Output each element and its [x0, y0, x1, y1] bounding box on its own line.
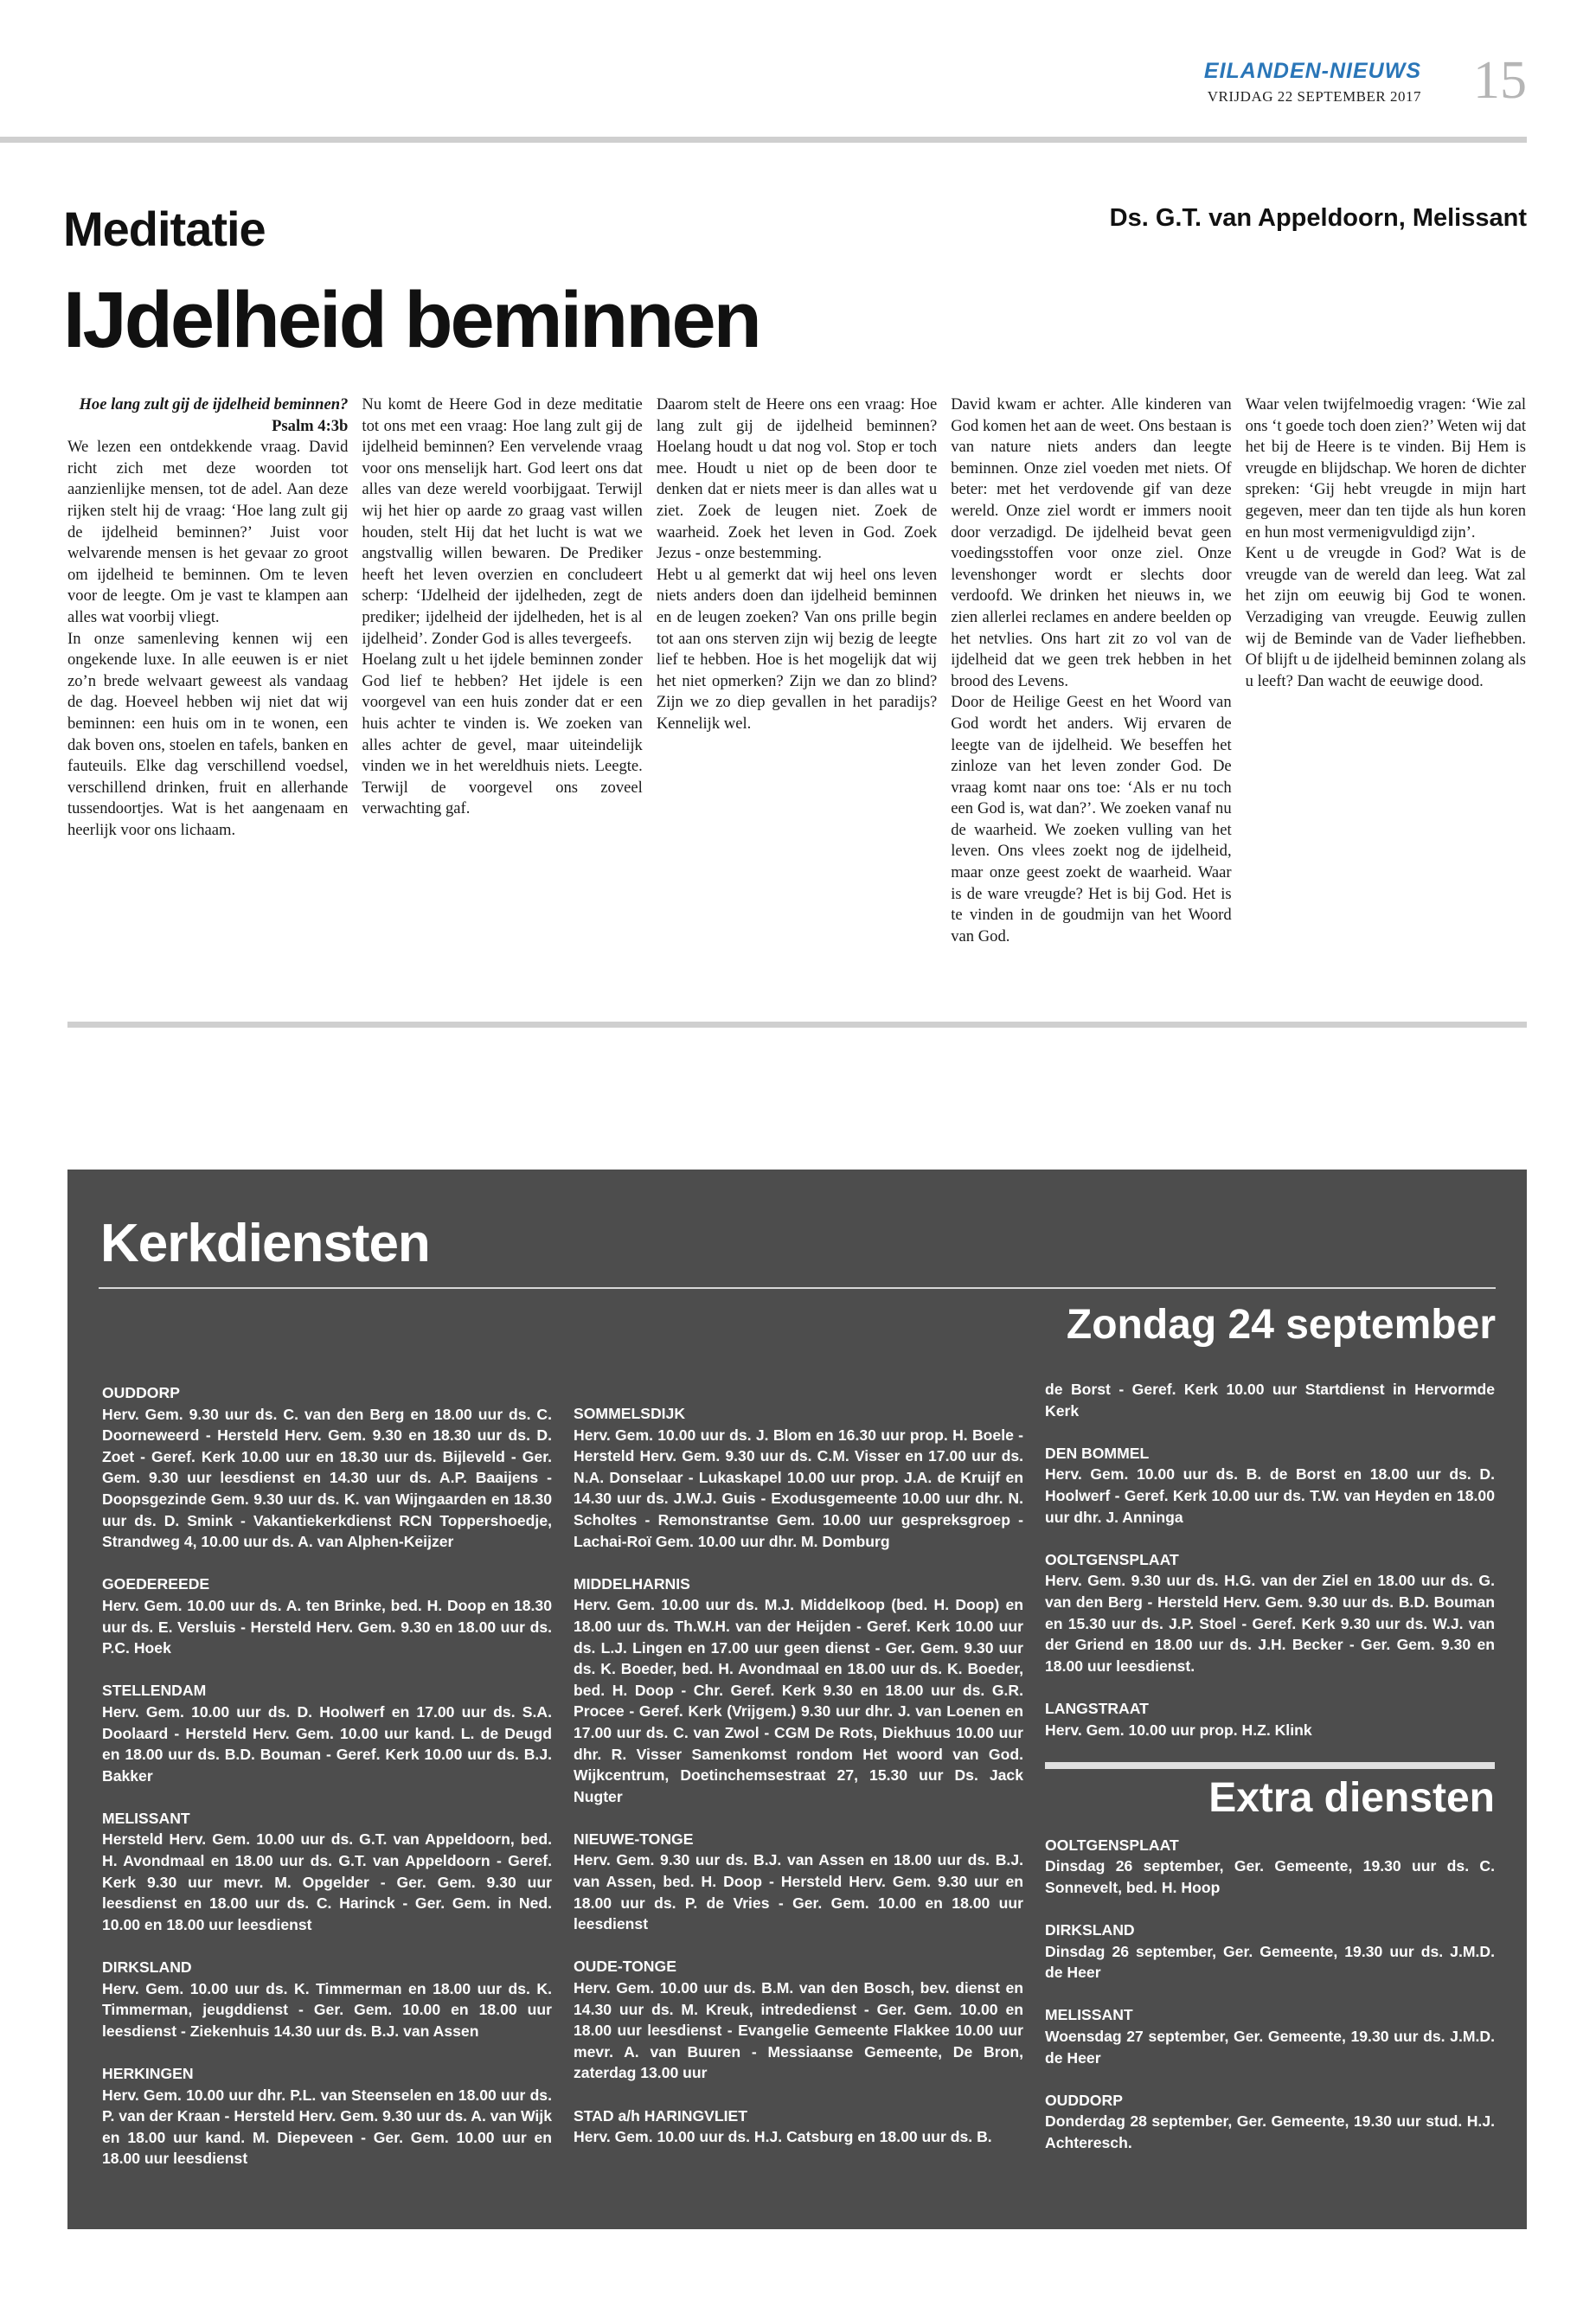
article-column-3: [657, 394, 937, 947]
service-place: OUDDORP: [1045, 2091, 1123, 2109]
article-paragraph: Door de Heilige Geest en het Woord van God wordt het anders. Wij ervaren de leegte van de ijdelheid. We beseffen het zinloze van het leven zonder God. De vraag komt naar ons toe: ‘Als er nu toch een God is, wat dan?’. We zoeken vanaf nu de waarheid. We zoeken vulling van het leven. Ons vlees zoekt nog de ijdelheid, maar onze geest zoekt de waarheid. Waar is de ware vreugde? Het is bij God. Het is te vinden in de goudmijn van het Woord van God.: [951, 693, 1232, 945]
service-entry: [102, 1574, 552, 1658]
service-details: Herv. Gem. 9.30 uur ds. B.J. van Assen en 18.00 uur ds. B.J. van Assen, bed. H. Doop - Hersteld Herv. Gem. 9.30 uur en 18.00 uur ds. P. de Vries - Ger. Gem. 10.00 en 18.00 uur leesdienst: [574, 1851, 1023, 1933]
service-details: Herv. Gem. 10.00 uur dhr. P.L. van Steenselen en 18.00 uur ds. P. van der Kraan - Hersteld Herv. Gem. 9.30 uur ds. A. van Wijk en 18.00 uur kand. M. Diepeveen - Ger. Gem. 10.00 uur en 18.00 uur leesdienst: [102, 2086, 552, 2168]
service-details: Herv. Gem. 9.30 uur ds. H.G. van der Ziel en 18.00 uur ds. G. van den Berg - Hersteld Herv. Gem. 9.30 uur ds. B.D. Bouman en 15.30 uur ds. J.P. Stoel - Geref. Kerk 9.30 uur ds. W.J. van der Griend en 18.00 uur ds. J.H. Becker - Ger. Gem. 9.30 en 18.00 uur leesdienst.: [1045, 1572, 1495, 1675]
service-entry: [102, 1680, 552, 1786]
church-services-title: Kerkdiensten: [100, 1214, 430, 1273]
service-entry: [574, 1956, 1023, 2084]
service-entry: [574, 1574, 1023, 1808]
service-place: OUDE-TONGE: [574, 1958, 676, 1976]
service-details: Dinsdag 26 september, Ger. Gemeente, 19.30 uur ds. C. Sonnevelt, bed. H. Hoop: [1045, 1857, 1495, 1896]
service-entry: [102, 2063, 552, 2170]
header-divider: [0, 137, 1527, 143]
verse-text: Hoe lang zult gij de ijdelheid beminnen?: [79, 395, 349, 413]
service-details: Woensdag 27 september, Ger. Gemeente, 19.30 uur ds. J.M.D. de Heer: [1045, 2028, 1495, 2067]
service-place: OOLTGENSPLAAT: [1045, 1550, 1179, 1568]
service-details: Herv. Gem. 9.30 uur ds. C. van den Berg en 18.00 uur ds. C. Doorneweerd - Hersteld Herv. Gem. 9.30 en 18.30 uur ds. D. Zoet - Geref. Kerk 10.00 uur en 18.30 uur ds. Bijleveld - Ger. Gem. 9.30 uur leesdienst en 14.30 uur ds. A.P. Baaijens - Doopsgezinde Gem. 9.30 uur ds. K. van Wijngaarden en 18.30 uur ds. D. Smink - Vakantiekerkdienst RCN Toppershoedje, Strandweg 4, 10.00 uur ds. A. van Alphen-Keijzer: [102, 1405, 552, 1551]
article-body: [67, 394, 1526, 947]
article-column-4: [951, 394, 1231, 947]
service-details: Herv. Gem. 10.00 uur ds. A. ten Brinke, bed. H. Doop en 18.30 uur ds. E. Versluis - Hersteld Herv. Gem. 9.30 en 18.00 uur ds. P.C. Hoek: [102, 1596, 552, 1657]
article-paragraph: Hoelang zult u het ijdele beminnen zonder God lief te hebben? Het ijdele is een voorgevel van een huis zonder dat er een huis achter te vinden is. We zoeken van alles achter de gevel, maar uiteindelijk vinden we in het wereldhuis niets. Leegte. Terwijl de voorgevel ons zoveel verwachting gaf.: [362, 651, 643, 818]
article-headline: IJdelheid beminnen: [63, 276, 760, 364]
article-column-1: [67, 394, 348, 947]
panel-divider: [99, 1287, 1496, 1289]
service-details: Herv. Gem. 10.00 uur ds. H.J. Catsburg en 18.00 uur ds. B.: [574, 2128, 992, 2146]
service-entry: [102, 1808, 552, 1936]
service-place: LANGSTRAAT: [1045, 1699, 1149, 1717]
service-details: Herv. Gem. 10.00 uur ds. M.J. Middelkoop (bed. H. Doop) en 18.00 uur ds. Th.W.H. van der Heijden - Geref. Kerk 10.00 uur ds. L.J. Lingen en 17.00 uur geen dienst - Ger. Gem. 9.30 uur ds. K. Boeder, bed. H. Avondmaal en 18.00 uur ds. K. Boeder, bed. H. Doop - Chr. Geref. Kerk 9.30 en 18.00 uur ds. G.R. Procee - Geref. Kerk (Vrijgem.) 9.30 uur dhr. J. van Loenen en 17.00 uur ds. C. van Zwol - CGM De Rots, Diekhuus 10.00 uur dhr. R. Visser Samenkomst rondom Het woord van God. Wijkcentrum, Doetinchemsestraat 27, 15.30 uur Ds. Jack Nugter: [574, 1596, 1023, 1805]
service-entry: [102, 1957, 552, 2041]
service-place: DIRKSLAND: [1045, 1921, 1135, 1939]
service-entry: [1045, 1698, 1495, 1740]
issue-date: VRIJDAG 22 SEPTEMBER 2017: [1207, 88, 1421, 105]
services-column-3: [1045, 1379, 1495, 2175]
article-paragraph: Hebt u al gemerkt dat wij heel ons leven niets anders doen dan ijdelheid beminnen en de leugen zoeken? Van ons prille begin tot aan ons sterven zijn wij bezig de leegte lief te hebben. Hoe is het mogelijk dat wij het niet opmerken? Zijn we dan zo blind? Zijn we zo diep gevallen in het paradijs? Kennelijk wel.: [656, 565, 938, 733]
extra-services-title: Extra diensten: [1208, 1774, 1495, 1821]
service-place: MIDDELHARNIS: [574, 1574, 690, 1593]
service-date-heading: Zondag 24 september: [1066, 1302, 1496, 1348]
service-entry: [1045, 1443, 1495, 1528]
service-entry: [102, 1382, 552, 1553]
service-place: MELISSANT: [1045, 2006, 1133, 2024]
service-entry: [574, 2106, 1023, 2148]
service-place: DIRKSLAND: [102, 1958, 192, 1977]
service-place: STAD a/h HARINGVLIET: [574, 2106, 748, 2125]
article-paragraph: In onze samenleving kennen wij een ongekende luxe. In alle eeuwen is er niet zo’n brede welvaart geweest als vandaag de dag. Hoeveel hebben wij niet dat wij beminnen: een huis om in te wonen, een dak boven ons, stoelen en tafels, banken en fauteuils. Elke dag verschillend voedsel, verschillend drinken, fruit en allerhande tussendoortjes. Wat is het aangenaam en heerlijk voor ons lichaam.: [67, 629, 349, 839]
service-place: OUDDORP: [102, 1384, 180, 1401]
page-header: [69, 50, 1527, 145]
article-paragraph: Waar velen twijfelmoedig vragen: ‘Wie zal ons ‘t goede toch doen zien?’ Weten wij dat het bij de Heere is te vinden. Bij Hem is vreugde en blijdschap. We horen de dichter spreken: ‘Gij hebt vreugde in mijn hart gegeven, meer dan ten tijde als hun koren en hun most vermenigvuldigd zijn’.: [1245, 395, 1527, 542]
extra-service-entry: [1045, 1920, 1495, 1984]
service-place: GOEDEREEDE: [102, 1575, 210, 1593]
service-place: HERKINGEN: [102, 2065, 194, 2082]
service-entry-continued: [1045, 1379, 1495, 1421]
article-column-2: [362, 394, 642, 947]
service-place: MELISSANT: [102, 1809, 190, 1827]
service-entry: [574, 1829, 1023, 1935]
service-details: Herv. Gem. 10.00 uur prop. H.Z. Klink: [1045, 1721, 1312, 1739]
service-place: OOLTGENSPLAAT: [1045, 1836, 1179, 1854]
article-paragraph: Daarom stelt de Heere ons een vraag: Hoe lang zult gij de ijdelheid beminnen? Hoelang houdt u dat nog vol. Stop er toch mee. Houdt u niet op de been door te denken dat er niets meer is dan alles wat u ziet. Zoek de leugen niet. Zoek de waarheid. Zoek het leven in God. Zoek Jezus - onze bestemming.: [656, 395, 938, 563]
page-number: 15: [1473, 51, 1527, 110]
verse-reference: Psalm 4:3b: [272, 416, 349, 435]
service-entry: [574, 1403, 1023, 1552]
service-details: de Borst - Geref. Kerk 10.00 uur Startdienst in Hervormde Kerk: [1045, 1381, 1495, 1420]
section-title: Meditatie: [63, 202, 266, 256]
service-details: Hersteld Herv. Gem. 10.00 uur ds. G.T. van Appeldoorn, bed. H. Avondmaal en 18.00 uur ds. G.T. van Appeldoorn - Geref. Kerk 9.30 uur mevr. M. Opgelder - Ger. Gem. 9.30 uur leesdienst en 18.00 uur ds. C. Harinck - Ger. Gem. in Ned. 10.00 en 18.00 uur leesdienst: [102, 1830, 552, 1933]
extra-service-entry: [1045, 2090, 1495, 2154]
services-column-2: [574, 1403, 1023, 2169]
article-paragraph: David kwam er achter. Alle kinderen van God komen het aan de weet. Ons bestaan is van nature niets anders dan leegte beminnen. Onze ziel voeden met niets. Of beter: met het verdovende gif van deze wereld. Onze ziel wordt er immers nooit door verzadigd. De ijdelheid bevat geen voedingsstoffen voor onze ziel. Onze levenshonger wordt er slechts door verdoofd. We drinken het nieuws in, we zien allerlei reclames en andere beelden op het netvlies. Ons hart zit zo vol van de ijdelheid dat we geen trek hebben in het brood des Levens.: [951, 395, 1232, 690]
article-paragraph: We lezen een ontdekkende vraag. David richt zich met deze woorden tot aanzienlijke mensen, tot de adel. Aan deze rijken stelt hij de vraag: ‘Hoe lang zult gij de ijdelheid beminnen?’ Juist voor welvarende mensen is het gevaar zo groot om ijdelheid te beminnen. Om te leven voor de leegte. Om je vast te klampen aan alles wat voorbij vliegt.: [67, 438, 349, 626]
service-details: Herv. Gem. 10.00 uur ds. K. Timmerman en 18.00 uur ds. K. Timmerman, jeugddienst - Ger. Gem. 10.00 en 18.00 uur leesdienst - Ziekenhuis 14.30 uur ds. B.J. van Assen: [102, 1979, 552, 2040]
newspaper-logo: EILANDEN-NIEUWS: [1203, 59, 1421, 83]
service-place: DEN BOMMEL: [1045, 1444, 1150, 1462]
article-author: Ds. G.T. van Appeldoorn, Melissant: [1109, 204, 1527, 232]
article-paragraph: Nu komt de Heere God in deze meditatie tot ons met een vraag: Hoe lang zult gij de ijdelheid beminnen? Een vervelende vraag voor ons menselijk hart. God leert ons dat alles van deze wereld voorbijgaat. Terwijl wij het hier op aarde zo graag vast willen houden, stelt Hij dat het lucht is wat we angstvallig willen bewaren. De Prediker heeft het leven overzien en concludeert scherp: ‘IJdelheid der ijdelheden, zegt de prediker; ijdelheid der ijdelheden, het is al ijdelheid’. Zonder God is alles tevergeefs.: [362, 395, 643, 648]
extra-service-entry: [1045, 1835, 1495, 1899]
service-details: Herv. Gem. 10.00 uur ds. B. de Borst en 18.00 uur ds. D. Hoolwerf - Geref. Kerk 10.00 uur ds. T.W. van Heyden en 18.00 uur dhr. J. Anninga: [1045, 1465, 1495, 1526]
service-entry: [1045, 1549, 1495, 1677]
section-divider: [67, 1022, 1527, 1028]
service-place: STELLENDAM: [102, 1682, 207, 1700]
service-place: SOMMELSDIJK: [574, 1405, 686, 1422]
service-details: Herv. Gem. 10.00 uur ds. B.M. van den Bosch, bev. dienst en 14.30 uur ds. M. Kreuk, intrededienst - Ger. Gem. 10.00 en 18.00 uur leesdienst - Evangelie Gemeente Flakkee 10.00 uur mevr. A. van Buuren - Messiaanse Gemeente, De Bron, zaterdag 13.00 uur: [574, 1979, 1023, 2082]
article-column-5: [1246, 394, 1526, 947]
church-services-panel: [67, 1170, 1527, 2229]
services-column-1: [102, 1382, 552, 2191]
service-details: Dinsdag 26 september, Ger. Gemeente, 19.30 uur ds. J.M.D. de Heer: [1045, 1942, 1495, 1982]
extra-service-entry: [1045, 2004, 1495, 2068]
service-details: Herv. Gem. 10.00 uur ds. D. Hoolwerf en 17.00 uur ds. S.A. Doolaard - Hersteld Herv. Gem. 10.00 uur kand. L. de Deugd en 18.00 uur ds. B.D. Bouman - Geref. Kerk 10.00 uur ds. B.J. Bakker: [102, 1702, 552, 1785]
service-details: Herv. Gem. 10.00 uur ds. J. Blom en 16.30 uur prop. H. Boele - Hersteld Herv. Gem. 9.30 uur ds. C.M. Visser en 17.00 uur ds. N.A. Donselaar - Lukaskapel 10.00 uur prop. J.A. de Kruijf en 14.30 uur ds. J.W.J. Guis - Exodusgemeente 10.00 uur dhr. N. Scholtes - Remonstrantse Gem. 10.00 uur gespreksgroep - Lachai-Roï Gem. 10.00 uur dhr. M. Domburg: [574, 1426, 1023, 1550]
article-paragraph: Kent u de vreugde in God? Wat is de vreugde van de wereld dan leeg. Wat zal het zijn om eeuwig bij God te wonen. Verzadiging van vreugde. Eeuwig zullen wij de Beminde van de Vader liefhebben. Of blijft u de ijdelheid beminnen zolang als u leeft? Dan wacht de eeuwige dood.: [1245, 544, 1527, 690]
extra-divider: [1045, 1762, 1495, 1769]
bible-verse: [67, 394, 348, 437]
service-details: Donderdag 28 september, Ger. Gemeente, 19.30 uur stud. H.J. Achteresch.: [1045, 2112, 1495, 2151]
service-place: NIEUWE-TONGE: [574, 1830, 694, 1848]
